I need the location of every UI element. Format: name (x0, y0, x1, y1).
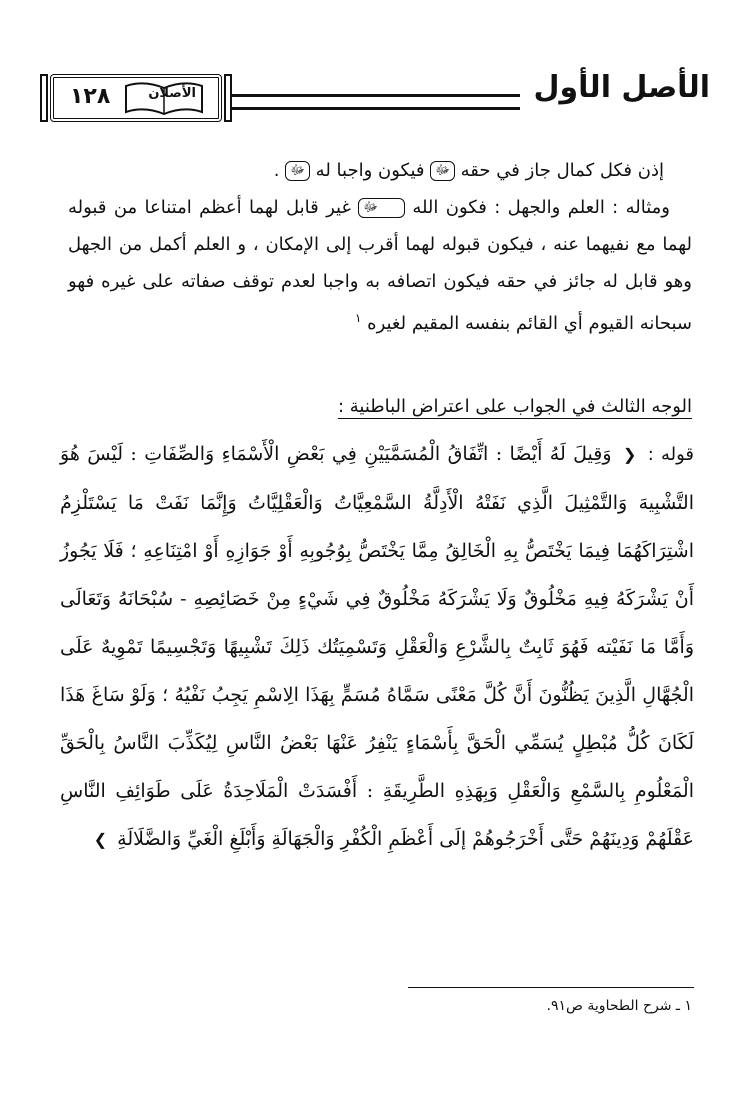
intro-line-1 (68, 152, 692, 189)
footnote-reference[interactable]: ١ (354, 311, 362, 325)
intro-line-1-mid: فيكون واجبا له (315, 160, 425, 181)
honorific-symbol: ﷻ (285, 161, 310, 181)
para-2-rest: غير قابل لهما أعظم امتناعا من قبوله لهما مع نفيهما عنه ، فيكون قبوله لهما أقرب إلى الإمكان ، و العلم أكمل من الجهل وهو قابل له جائز في حقه فيكون اتصافه به واجبا لعدم توقف صفاته على غيره فهو سبحانه القيوم أي القائم بنفسه المقيم لغيره (68, 197, 692, 334)
quote-lead: قوله : (647, 444, 694, 465)
footnote-divider (408, 987, 694, 988)
intro-line-1-text: إذن فكل كمال جاز في حقه (460, 160, 664, 181)
open-bracket-ornament-icon: ❮ (622, 445, 637, 464)
page-header (50, 68, 710, 130)
para-2-start: ومثاله : العلم والجهل : فكون الله (412, 197, 670, 218)
honorific-symbol: ﷻ (430, 161, 455, 181)
quote-paragraph (60, 430, 694, 864)
page-number: ١٢٨ (70, 84, 111, 109)
intro-line-1-end: . (273, 160, 280, 181)
page-number-frame (50, 74, 222, 122)
quoted-passage (60, 430, 694, 864)
header-rule (232, 94, 520, 110)
intro-content (68, 152, 692, 342)
quote-text: وَقِيلَ لَهُ أَيْضًا : اتِّفَاقُ الْمُسَمَّيَيْنِ فِي بَعْضِ الْأَسْمَاءِ وَالصِّفَاتِ : لَيْسَ هُوَ التَّشْبِيهَ وَالتَّمْثِيلَ الَّذِي نَفَتْهُ الْأَدِلَّةُ السَّمْعِيَّاتُ وَالْعَقْلِيَّاتُ وَإِنَّمَا نَفَتْ مَا يَسْتَلْزِمُ اشْتِرَاكَهُمَا فِيمَا يَخْتَصُّ بِهِ الْخَالِقُ مِمَّا يَخْتَصُّ بِوُجُوبِهِ أَوْ جَوَازِهِ أَوْ امْتِنَاعِهِ ؛ فَلَا يَجُوزُ أَنْ يَشْرَكَهُ فِيهِ مَخْلُوقٌ وَلَا يَشْرَكَهُ مَخْلُوقٌ فِي شَيْءٍ مِنْ خَصَائِصِهِ - سُبْحَانَهُ وَتَعَالَى وَأَمَّا مَا نَفَيْته فَهُوَ ثَابِتٌ بِالشَّرْعِ وَالْعَقْلِ وَتَسْمِيَتُك ذَلِكَ تَشْبِيهًا وَتَجْسِيمًا تَمْوِيهٌ عَلَى الْجُهَّالِ الَّذِينَ يَظُنُّونَ أَنَّ كُلَّ مَعْنًى سَمَّاهُ مُسَمٍّ بِهَذَا الِاسْمِ يَجِبُ نَفْيُهُ ؛ وَلَوْ سَاغَ هَذَا لَكَانَ كُلُّ مُبْطِلٍ يُسَمِّي الْحَقَّ بِأَسْمَاءٍ يَنْفِرُ عَنْهَا بَعْضُ النَّاسِ لِيُكَذِّبَ النَّاسُ بِالْحَقِّ الْمَعْلُومِ بِالسَّمْعِ وَالْعَقْلِ وَبِهَذِهِ الطَّرِيقَةِ : أَفْسَدَتْ الْمَلَاحِدَةُ عَلَى طَوَائِفِ النَّاسِ عَقْلَهُمْ وَدِينَهُمْ حَتَّى أَخْرَجُوهُمْ إلَى أَعْظَمِ الْكُفْرِ وَالْجَهَالَةِ وَأَبْلَغِ الْغَيِّ وَالضَّلَالَةِ (60, 443, 694, 850)
close-bracket-ornament-icon: ❯ (93, 830, 108, 849)
intro-paragraph-2 (68, 189, 692, 342)
book-title: الأصلان (148, 86, 196, 101)
footnote: ١ ـ شرح الطحاوية ص٩١. (546, 998, 692, 1014)
chapter-title: الأصل الأول (533, 70, 710, 105)
honorific-symbol: ﷻ (358, 198, 405, 218)
section-heading: الوجه الثالث في الجواب على اعتراض الباطنية : (337, 396, 692, 417)
